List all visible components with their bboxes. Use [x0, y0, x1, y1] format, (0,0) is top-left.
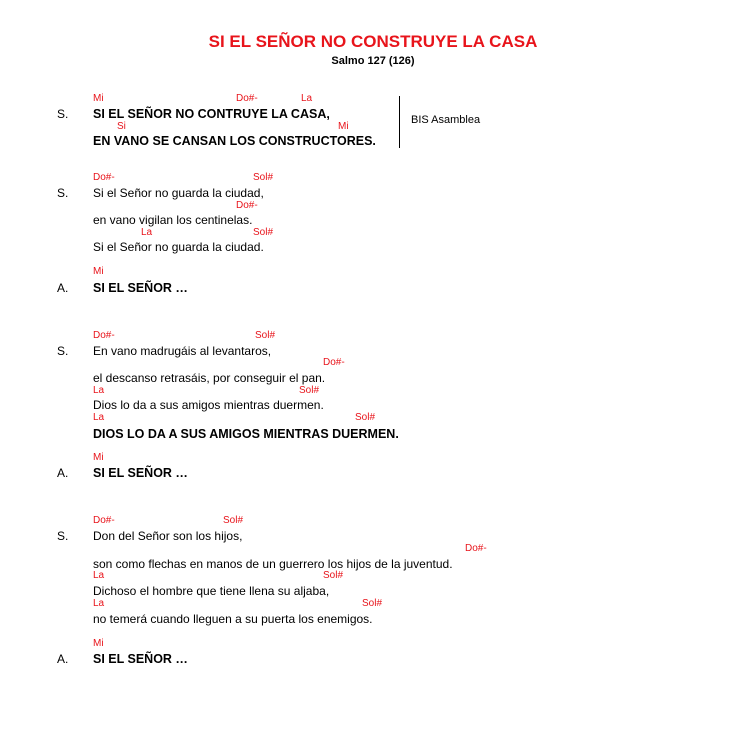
lyric-line: Dios lo da a sus amigos mientras duermen. — [93, 398, 324, 412]
speaker-label: S. — [57, 186, 69, 200]
lyric-line: el descanso retrasáis, por conseguir el pan. — [93, 371, 326, 385]
lyric-line: SI EL SEÑOR … — [93, 281, 188, 295]
speaker-label: S. — [57, 529, 69, 543]
chord: Do#- — [93, 515, 115, 526]
bis-bracket — [399, 96, 400, 148]
chord: Do#- — [465, 543, 487, 554]
song-subtitle: Salmo 127 (126) — [331, 55, 415, 67]
chord: La — [93, 412, 105, 423]
chord: Sol# — [255, 330, 276, 341]
lyric-line: son como flechas en manos de un guerrero los hijos de la juventud. — [93, 557, 453, 571]
chord: Mi — [93, 452, 104, 463]
speaker-label: A. — [57, 652, 69, 666]
bis-note: BIS Asamblea — [411, 114, 481, 126]
chord: La — [93, 385, 105, 396]
speaker-label: A. — [57, 281, 69, 295]
chord: Mi — [93, 638, 104, 649]
chord: Do#- — [236, 200, 258, 211]
chord: Mi — [93, 93, 104, 104]
lyric-line: en vano vigilan los centinelas. — [93, 213, 253, 227]
chord: Mi — [93, 266, 104, 277]
lyric-line: Si el Señor no guarda la ciudad, — [93, 186, 264, 200]
chord: Sol# — [253, 172, 274, 183]
chord: Do#- — [236, 93, 258, 104]
lyric-line: En vano madrugáis al levantaros, — [93, 344, 272, 358]
chord: La — [93, 598, 105, 609]
chord: La — [301, 93, 313, 104]
lyric-line: SI EL SEÑOR … — [93, 652, 188, 666]
speaker-label: A. — [57, 466, 69, 480]
chord: Sol# — [223, 515, 244, 526]
lyric-line: no temerá cuando lleguen a su puerta los enemigos. — [93, 612, 373, 626]
speaker-label: S. — [57, 344, 69, 358]
lyric-line: EN VANO SE CANSAN LOS CONSTRUCTORES. — [93, 134, 376, 148]
chord: La — [93, 570, 105, 581]
song-title: SI EL SEÑOR NO CONSTRUYE LA CASA — [208, 32, 538, 51]
chord: Sol# — [253, 227, 274, 238]
lyric-line: DIOS LO DA A SUS AMIGOS MIENTRAS DUERMEN. — [93, 427, 399, 441]
chord: Si — [117, 121, 126, 132]
lyric-line: SI EL SEÑOR NO CONTRUYE LA CASA, — [93, 107, 330, 121]
chord: Sol# — [323, 570, 344, 581]
chord: Sol# — [299, 385, 320, 396]
speaker-label: S. — [57, 107, 69, 121]
lyric-line: SI EL SEÑOR … — [93, 466, 188, 480]
chord: Do#- — [323, 357, 345, 368]
chord: Mi — [338, 121, 349, 132]
lyric-line: Dichoso el hombre que tiene llena su aljaba, — [93, 584, 330, 598]
chord: Do#- — [93, 330, 115, 341]
chord: Sol# — [355, 412, 376, 423]
chord: Sol# — [362, 598, 383, 609]
lyric-line: Si el Señor no guarda la ciudad. — [93, 240, 264, 254]
chord: Do#- — [93, 172, 115, 183]
lyric-line: Don del Señor son los hijos, — [93, 529, 243, 543]
chord: La — [141, 227, 153, 238]
